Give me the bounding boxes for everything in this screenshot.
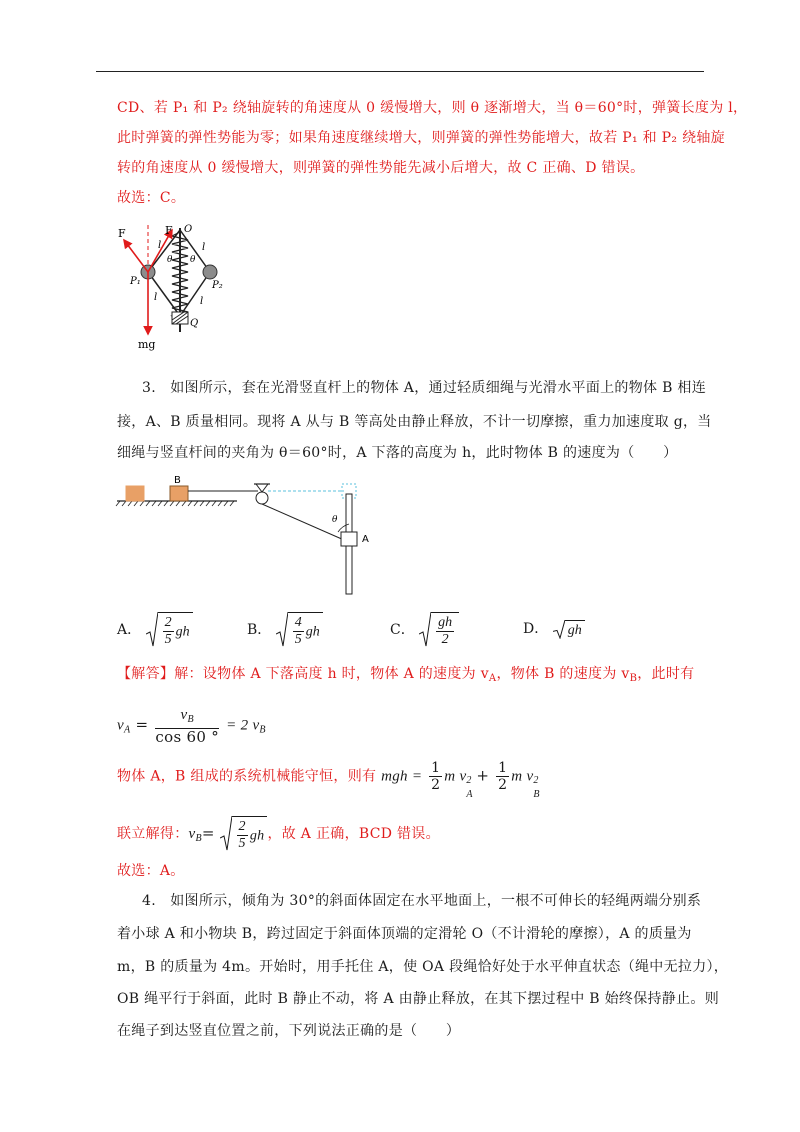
q3-line-2: 接，A、B 质量相同。现将 A 从与 B 等高处由静止释放，不计一切摩擦，重力加速度取 g，当 (117, 414, 712, 430)
label-p2: P₂ (212, 280, 223, 291)
explanation-line-3: 转的角速度从 0 缓慢增大，则弹簧的弹性势能先减小后增大，故 C 正确、D 错误。 (117, 160, 645, 176)
answer-c: 故选：C。 (117, 190, 186, 206)
block-a (341, 532, 357, 546)
q3-line-3: 细绳与竖直杆间的夹角为 θ＝60°时，A 下落的高度为 h，此时物体 B 的速度为（ ） (117, 445, 678, 461)
q4-line-2: 着小球 A 和小物块 B，跨过固定于斜面体顶端的定滑轮 O（不计滑轮的摩擦），A 的质量为 (117, 926, 692, 942)
solution-intro: 【解答】解：设物体 A 下落高度 h 时，物体 A 的速度为 $v_A$，物体 B 的速度为 $v_B$，此时有 (117, 666, 695, 684)
option-a-sqrt: $\frac{2}{5}$ gh (146, 612, 193, 648)
combine-line: 联立解得：$v_B=$ $\frac{2}{5}$ gh ，故 A 正确，BCD 错误。 (117, 816, 440, 852)
label-b: B (174, 475, 181, 486)
energy-line: 物体 A，B 组成的系统机械能守恒，则有 mgh = $\frac{1}{2}$ m v 2 A + $\frac{1}{2}$ m v 2 B (117, 760, 540, 800)
label-l3: l (154, 292, 158, 303)
figure-pulley-rod (112, 474, 382, 599)
label-o: O (184, 224, 193, 235)
equation-velocity: $v_A$ = $\frac{v_B}{\cos 60 ^\circ}$ = 2 $v_B$ (117, 707, 266, 746)
answer-a: 故选：A。 (117, 863, 185, 879)
force-f-left (124, 240, 148, 272)
label-l2: l (202, 242, 206, 253)
option-b[interactable]: B． $\frac{4}{5}$ gh (247, 612, 323, 648)
option-c-sqrt: $\frac{gh}{2}$ (419, 612, 459, 648)
label-q: Q (190, 318, 199, 329)
option-b-sqrt: $\frac{4}{5}$ gh (276, 612, 323, 648)
label-mg: mg (138, 338, 156, 351)
pulley (256, 492, 268, 504)
rod-lower-left (148, 272, 180, 316)
label-p1: P₁ (130, 276, 141, 287)
ball-p2 (203, 265, 217, 279)
q4-line-5: 在绳子到达竖直位置之前，下列说法正确的是（ ） (117, 1023, 461, 1039)
label-theta1: θ (167, 255, 173, 265)
label-theta2: θ (190, 255, 196, 265)
q3-line-1: 3. 如图所示，套在光滑竖直杆上的物体 A，通过轻质细绳与光滑水平面上的物体 B 相连 (142, 380, 707, 396)
header-rule (96, 71, 704, 72)
rod-upper-right (180, 230, 210, 272)
block-b-initial (126, 486, 144, 501)
option-d-sqrt: gh (553, 620, 585, 639)
label-a: A (362, 534, 369, 545)
label-f-top: F (165, 224, 173, 237)
q4-line-4: OB 绳平行于斜面，此时 B 静止不动，将 A 由静止释放，在其下摆过程中 B 始终保持静止。则 (117, 991, 720, 1007)
explanation-line-1: CD、若 P₁ 和 P₂ 绕轴旋转的角速度从 0 缓慢增大，则 θ 逐渐增大，当 θ＝60°时，弹簧长度为 l， (117, 100, 748, 116)
label-l1: l (158, 240, 162, 251)
block-b (170, 486, 188, 501)
q4-line-3: m，B 的质量为 4m。开始时，用手托住 A，使 OA 段绳恰好处于水平伸直状态（绳中无拉力）， (117, 959, 729, 975)
solution-tag: 【解答】 (117, 666, 175, 682)
explanation-line-2: 此时弹簧的弹性势能为零；如果角速度继续增大，则弹簧的弹性势能增大，故若 P₁ 和 P₂ 绕轴旋 (117, 130, 725, 146)
figure-spring-rods (110, 220, 230, 355)
option-d[interactable]: D． gh (523, 618, 585, 639)
option-c[interactable]: C． $\frac{gh}{2}$ (390, 612, 459, 648)
label-theta: θ (332, 515, 338, 525)
option-a[interactable]: A． $\frac{2}{5}$ gh (117, 612, 193, 648)
q4-line-1: 4. 如图所示，倾角为 30°的斜面体固定在水平地面上，一根不可伸长的轻绳两端分别系 (142, 893, 702, 909)
label-f-left: F (118, 227, 126, 240)
label-l4: l (200, 296, 204, 307)
